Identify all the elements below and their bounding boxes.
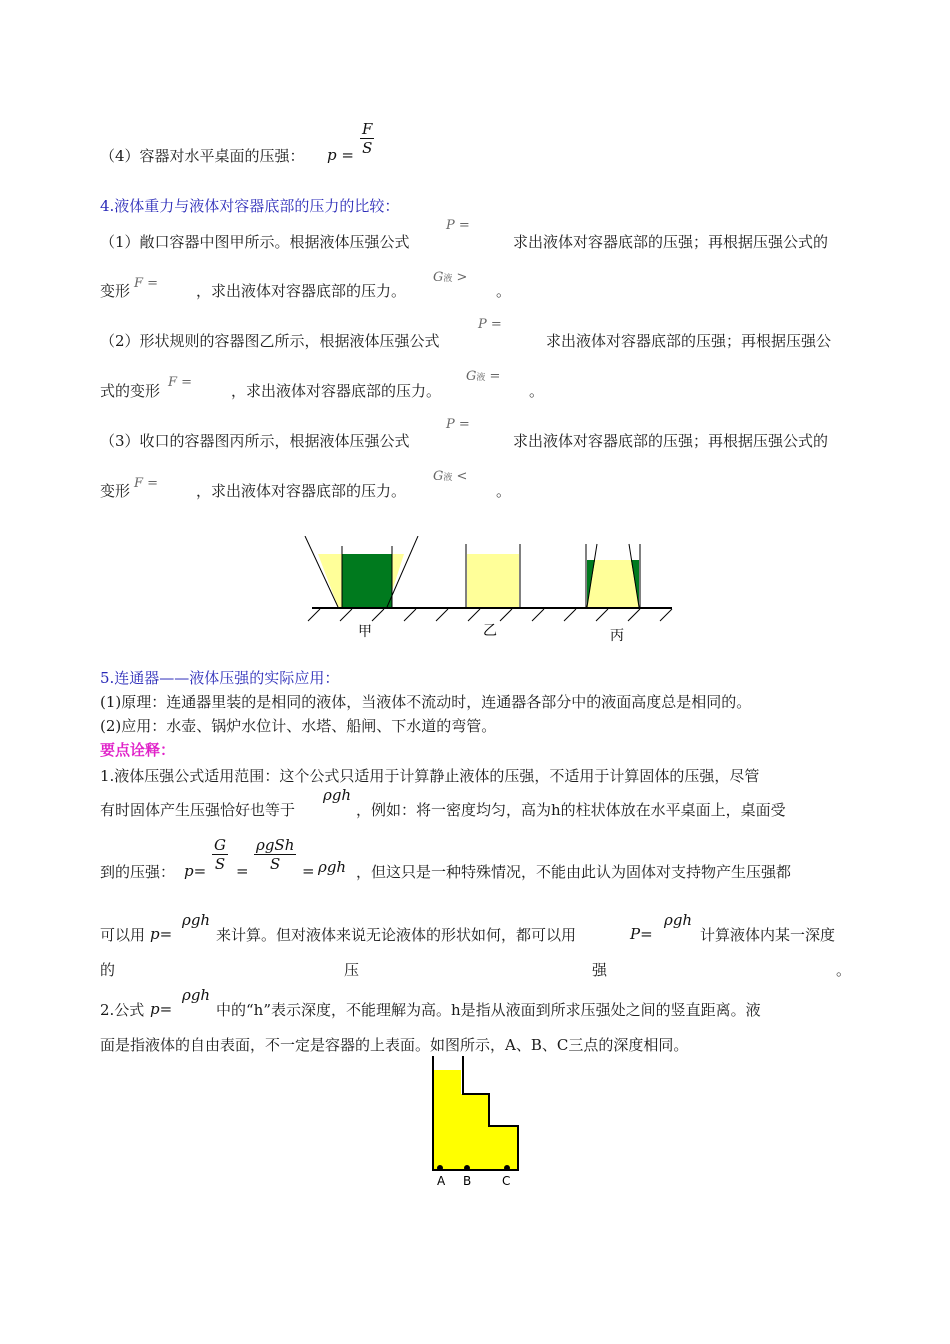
frac-num: F xyxy=(362,120,373,138)
n1-rho-gh-2: ρgh xyxy=(318,858,347,876)
r3e: 。 xyxy=(496,482,512,500)
n1e: ，但这只是一种特殊情况，不能由此认为固体对支持物产生压强都 xyxy=(356,863,792,881)
label-bing: 丙 xyxy=(610,628,624,644)
r2-formula-G xyxy=(466,369,500,384)
n1-P-eq: P= xyxy=(630,925,653,943)
container-jia xyxy=(305,536,418,607)
sec5-title: 5.连通器——液体压强的实际应用： xyxy=(100,669,340,687)
r2b: 求出液体对容器底部的压强；再根据压强公 xyxy=(546,332,832,350)
r3-formula-F: F = xyxy=(134,476,159,491)
n1f: 可以用 xyxy=(100,926,146,944)
r2e: 。 xyxy=(529,382,545,400)
n1-eq-1: = xyxy=(236,862,249,880)
frac-G: G xyxy=(214,836,226,854)
G-symbol: G xyxy=(433,469,444,484)
r3-formula-P: P = xyxy=(446,417,470,432)
label-B: B xyxy=(463,1174,472,1188)
stepped-container-figure xyxy=(420,1054,530,1194)
r3c: 变形 xyxy=(100,482,131,500)
G-subscript: 液 xyxy=(443,473,453,483)
label-yi: 乙 xyxy=(483,623,497,639)
r3-formula-G xyxy=(433,469,467,484)
formula-p: p xyxy=(327,146,337,164)
n1g: 来计算。但对液体来说无论液体的形状如何，都可以用 xyxy=(216,926,577,944)
eq-sign: = xyxy=(489,369,501,384)
n1i-2: 强 xyxy=(592,961,608,979)
G-subscript: 液 xyxy=(476,373,486,383)
n2b: 中的“h”表示深度，不能理解为高。h是指从液面到所求压强处之间的竖直距离。液 xyxy=(216,1001,761,1019)
label-A: A xyxy=(437,1174,446,1188)
ground xyxy=(308,608,672,621)
r1d: ，求出液体对容器底部的压力。 xyxy=(196,282,407,300)
gt-sign: > xyxy=(456,270,468,285)
r2-formula-P: P = xyxy=(478,317,502,332)
n2c: 面是指液体的自由表面，不一定是容器的上表面。如图所示，A、B、C三点的深度相同。 xyxy=(100,1036,689,1054)
r2a: （2）形状规则的容器图乙所示，根据液体压强公式 xyxy=(100,332,440,350)
r2d: ，求出液体对容器底部的压力。 xyxy=(231,382,442,400)
n1a: 1.液体压强公式适用范围：这个公式只适用于计算静止液体的压强，不适用于计算固体的压强，尽管 xyxy=(100,767,760,785)
r1c: 变形 xyxy=(100,282,131,300)
frac-rhogSh: ρgSh xyxy=(256,836,295,854)
containers-figure xyxy=(300,536,680,646)
container-bing xyxy=(586,544,640,607)
lt-sign: < xyxy=(456,469,468,484)
r1a: （1）敞口容器中图甲所示。根据液体压强公式 xyxy=(100,233,410,251)
frac-S: S xyxy=(214,855,226,873)
r2c: 式的变形 xyxy=(100,382,161,400)
notes-title: 要点诠释： xyxy=(100,741,176,759)
point-C xyxy=(504,1165,510,1171)
n1i-0: 的 xyxy=(100,961,116,979)
n1i-3: 。 xyxy=(836,961,852,979)
n1d: 到的压强： xyxy=(100,863,176,881)
r2-formula-F: F = xyxy=(168,375,193,390)
n1i-1: 压 xyxy=(344,961,360,979)
n2-p-eq: p= xyxy=(150,1000,173,1018)
sec4-title: 4.液体重力与液体对容器底部的压力的比较： xyxy=(100,197,400,215)
sec5-p1: (1)原理：连通器里装的是相同的液体，当液体不流动时，连通器各部分中的液面高度总是相同的。 xyxy=(100,693,752,711)
label-C: C xyxy=(502,1174,511,1188)
frac-den: S xyxy=(362,139,373,157)
n1-frac-GS xyxy=(212,836,228,873)
n1h: 计算液体内某一深度 xyxy=(700,926,836,944)
r1-formula-P: P = xyxy=(446,218,470,233)
r3b: 求出液体对容器底部的压强；再根据压强公式的 xyxy=(513,432,829,450)
item4-fraction xyxy=(360,120,374,157)
n1-frac-rhogSh xyxy=(254,836,296,873)
r1-formula-G xyxy=(433,270,467,285)
formula-eq: = xyxy=(341,146,354,164)
sec5-p2: (2)应用：水壶、锅炉水位计、水塔、船闸、下水道的弯管。 xyxy=(100,717,497,735)
point-A xyxy=(437,1165,443,1171)
n1-rho-gh-1: ρgh xyxy=(323,786,352,804)
r1e: 。 xyxy=(496,282,512,300)
frac-S2: S xyxy=(270,855,281,873)
r3a: （3）收口的容器图丙所示，根据液体压强公式 xyxy=(100,432,410,450)
r3d: ，求出液体对容器底部的压力。 xyxy=(196,482,407,500)
item4-text: （4）容器对水平桌面的压强： xyxy=(100,147,305,165)
r1b: 求出液体对容器底部的压强；再根据压强公式的 xyxy=(513,233,829,251)
container-yi xyxy=(466,544,520,607)
G-symbol: G xyxy=(466,369,477,384)
G-subscript: 液 xyxy=(443,274,453,284)
n1-rho-gh-3: ρgh xyxy=(182,911,211,929)
n1-eq-2: = xyxy=(302,862,315,880)
n1-rho-gh-4: ρgh xyxy=(664,911,693,929)
n1c: ，例如：将一密度均匀，高为h的柱状体放在水平桌面上，桌面受 xyxy=(356,801,786,819)
n2-rho-gh: ρgh xyxy=(182,986,211,1004)
point-B xyxy=(464,1165,470,1171)
label-jia: 甲 xyxy=(358,624,372,640)
n1-p-eq: p= xyxy=(184,862,207,880)
n2a: 2.公式 xyxy=(100,1001,145,1019)
n1b: 有时固体产生压强恰好也等于 xyxy=(100,801,296,819)
n1-p-eq-2: p= xyxy=(150,925,173,943)
r1-formula-F: F = xyxy=(134,276,159,291)
item4-formula-p xyxy=(327,146,354,164)
G-symbol: G xyxy=(433,270,444,285)
